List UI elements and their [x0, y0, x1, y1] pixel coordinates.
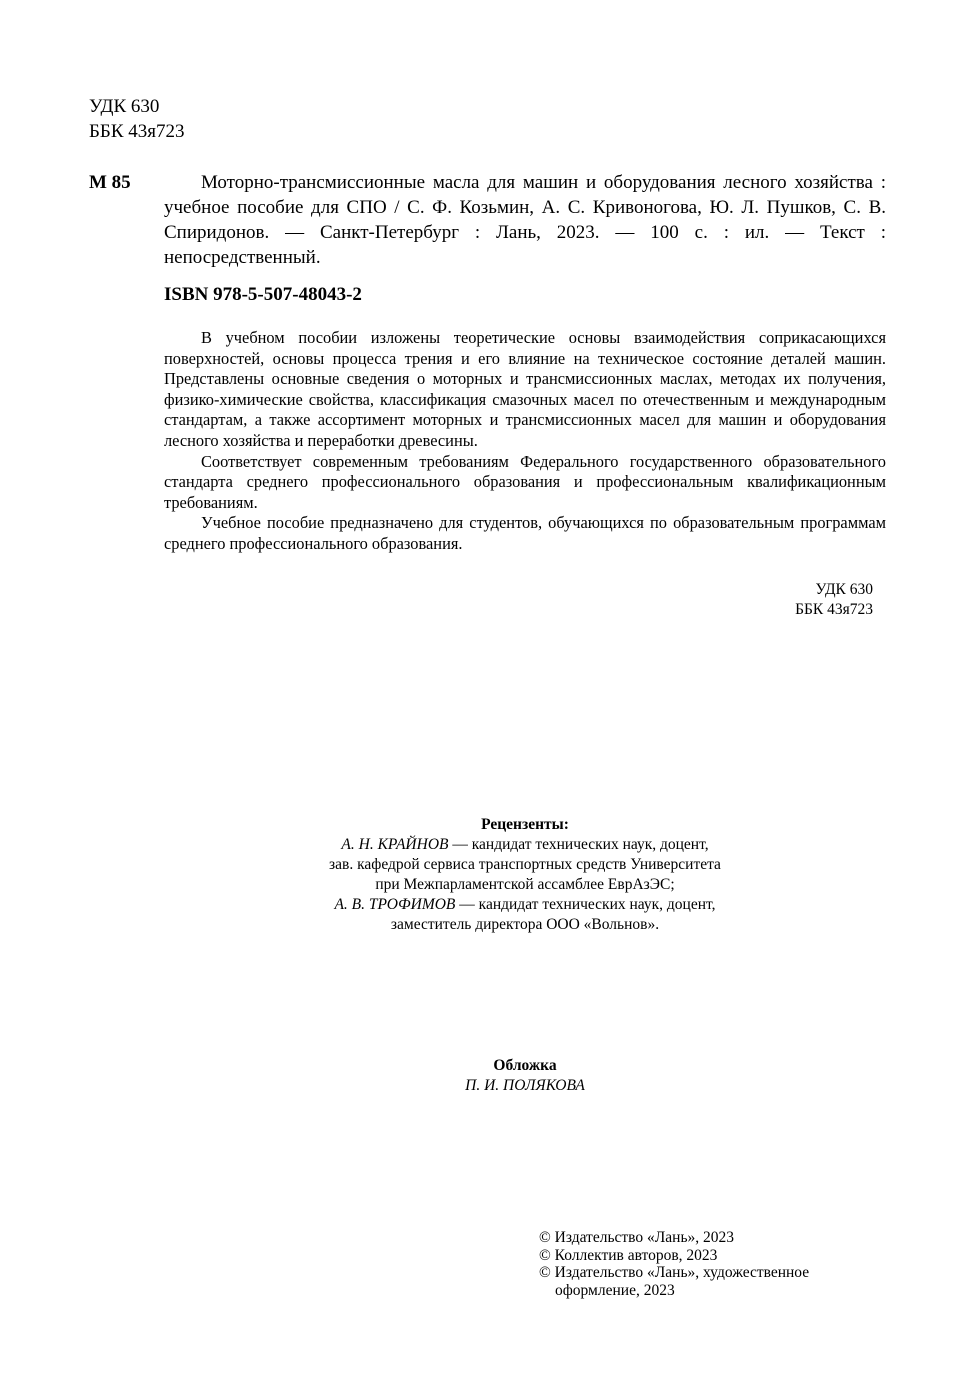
udk-code: УДК 630 [815, 581, 873, 598]
header-codes [89, 94, 184, 144]
copyright-line: © Коллектив авторов, 2023 [539, 1246, 718, 1264]
copyright-line: © Издательство «Лань», художественное [539, 1264, 810, 1281]
annotation-paragraph: Учебное пособие предназначено для студентов, обучающихся по образовательным программам среднего профессионального образования. [164, 513, 886, 553]
copyright-line: © Издательство «Лань», 2023 [539, 1229, 735, 1246]
cover-credit [0, 1056, 976, 1096]
reviewer-1-title: — кандидат технических наук, доцент, [448, 836, 709, 853]
reviewers-block [0, 815, 976, 935]
annotation-paragraph: Соответствует современным требованиям Федерального государственного образовательного стандарта среднего профессионального образования и профессиональным квалификационным требованиям. [164, 451, 886, 512]
reviewer-2-name: А. В. ТРОФИМОВ [334, 896, 456, 913]
bbk-code: ББК 43я723 [89, 121, 185, 142]
reviewer-1-line [0, 835, 976, 855]
cover-title: Обложка [493, 1057, 557, 1074]
cover-designer: П. И. ПОЛЯКОВА [465, 1077, 585, 1094]
udk-code: УДК 630 [89, 96, 160, 117]
reviewer-1-affiliation: зав. кафедрой сервиса транспортных средств Университета [329, 856, 721, 873]
bibliographic-description: Моторно-трансмиссионные масла для машин и оборудования лесного хозяйства : учебное пособие для СПО / С. Ф. Козьмин, А. С. Кривоногова, Ю. Л. Пушков, С. В. Спиридонов. — Санкт-Петербург : Лань, 2023. — 100 с. : ил. — Текст : непосредственный. [164, 172, 886, 268]
reviewers-title: Рецензенты: [481, 816, 569, 833]
bbk-code: ББК 43я723 [795, 601, 873, 618]
copyright-line-cont: оформление, 2023 [555, 1281, 675, 1299]
copyright-block [539, 1229, 809, 1299]
reviewer-1-affiliation-cont: при Межпарламентской ассамблее ЕврАзЭС; [375, 876, 675, 893]
isbn: ISBN 978-5-507-48043-2 [164, 284, 362, 305]
annotation [164, 328, 886, 555]
author-mark: М 85 [89, 172, 131, 193]
reviewer-2-title: — кандидат технических наук, доцент, [455, 896, 716, 913]
reviewer-2-affiliation: заместитель директора ООО «Вольнов». [390, 916, 660, 933]
annotation-codes [795, 580, 873, 620]
reviewer-2-line [0, 895, 976, 915]
annotation-paragraph: В учебном пособии изложены теоретические основы взаимодействия соприкасающихся поверхностей, основы процесса трения и его влияние на техническое состояние деталей машин. Представлены основные сведения о моторных и трансмиссионных маслах, методах их получения, физико-химические свойства, классификация смазочных масел по отечественным и международным стандартам, а также ассортимент моторных и трансмиссионных масел для машин и оборудования лесного хозяйства и переработки древесины. [164, 328, 886, 450]
reviewer-1-name: А. Н. КРАЙНОВ [341, 836, 449, 853]
